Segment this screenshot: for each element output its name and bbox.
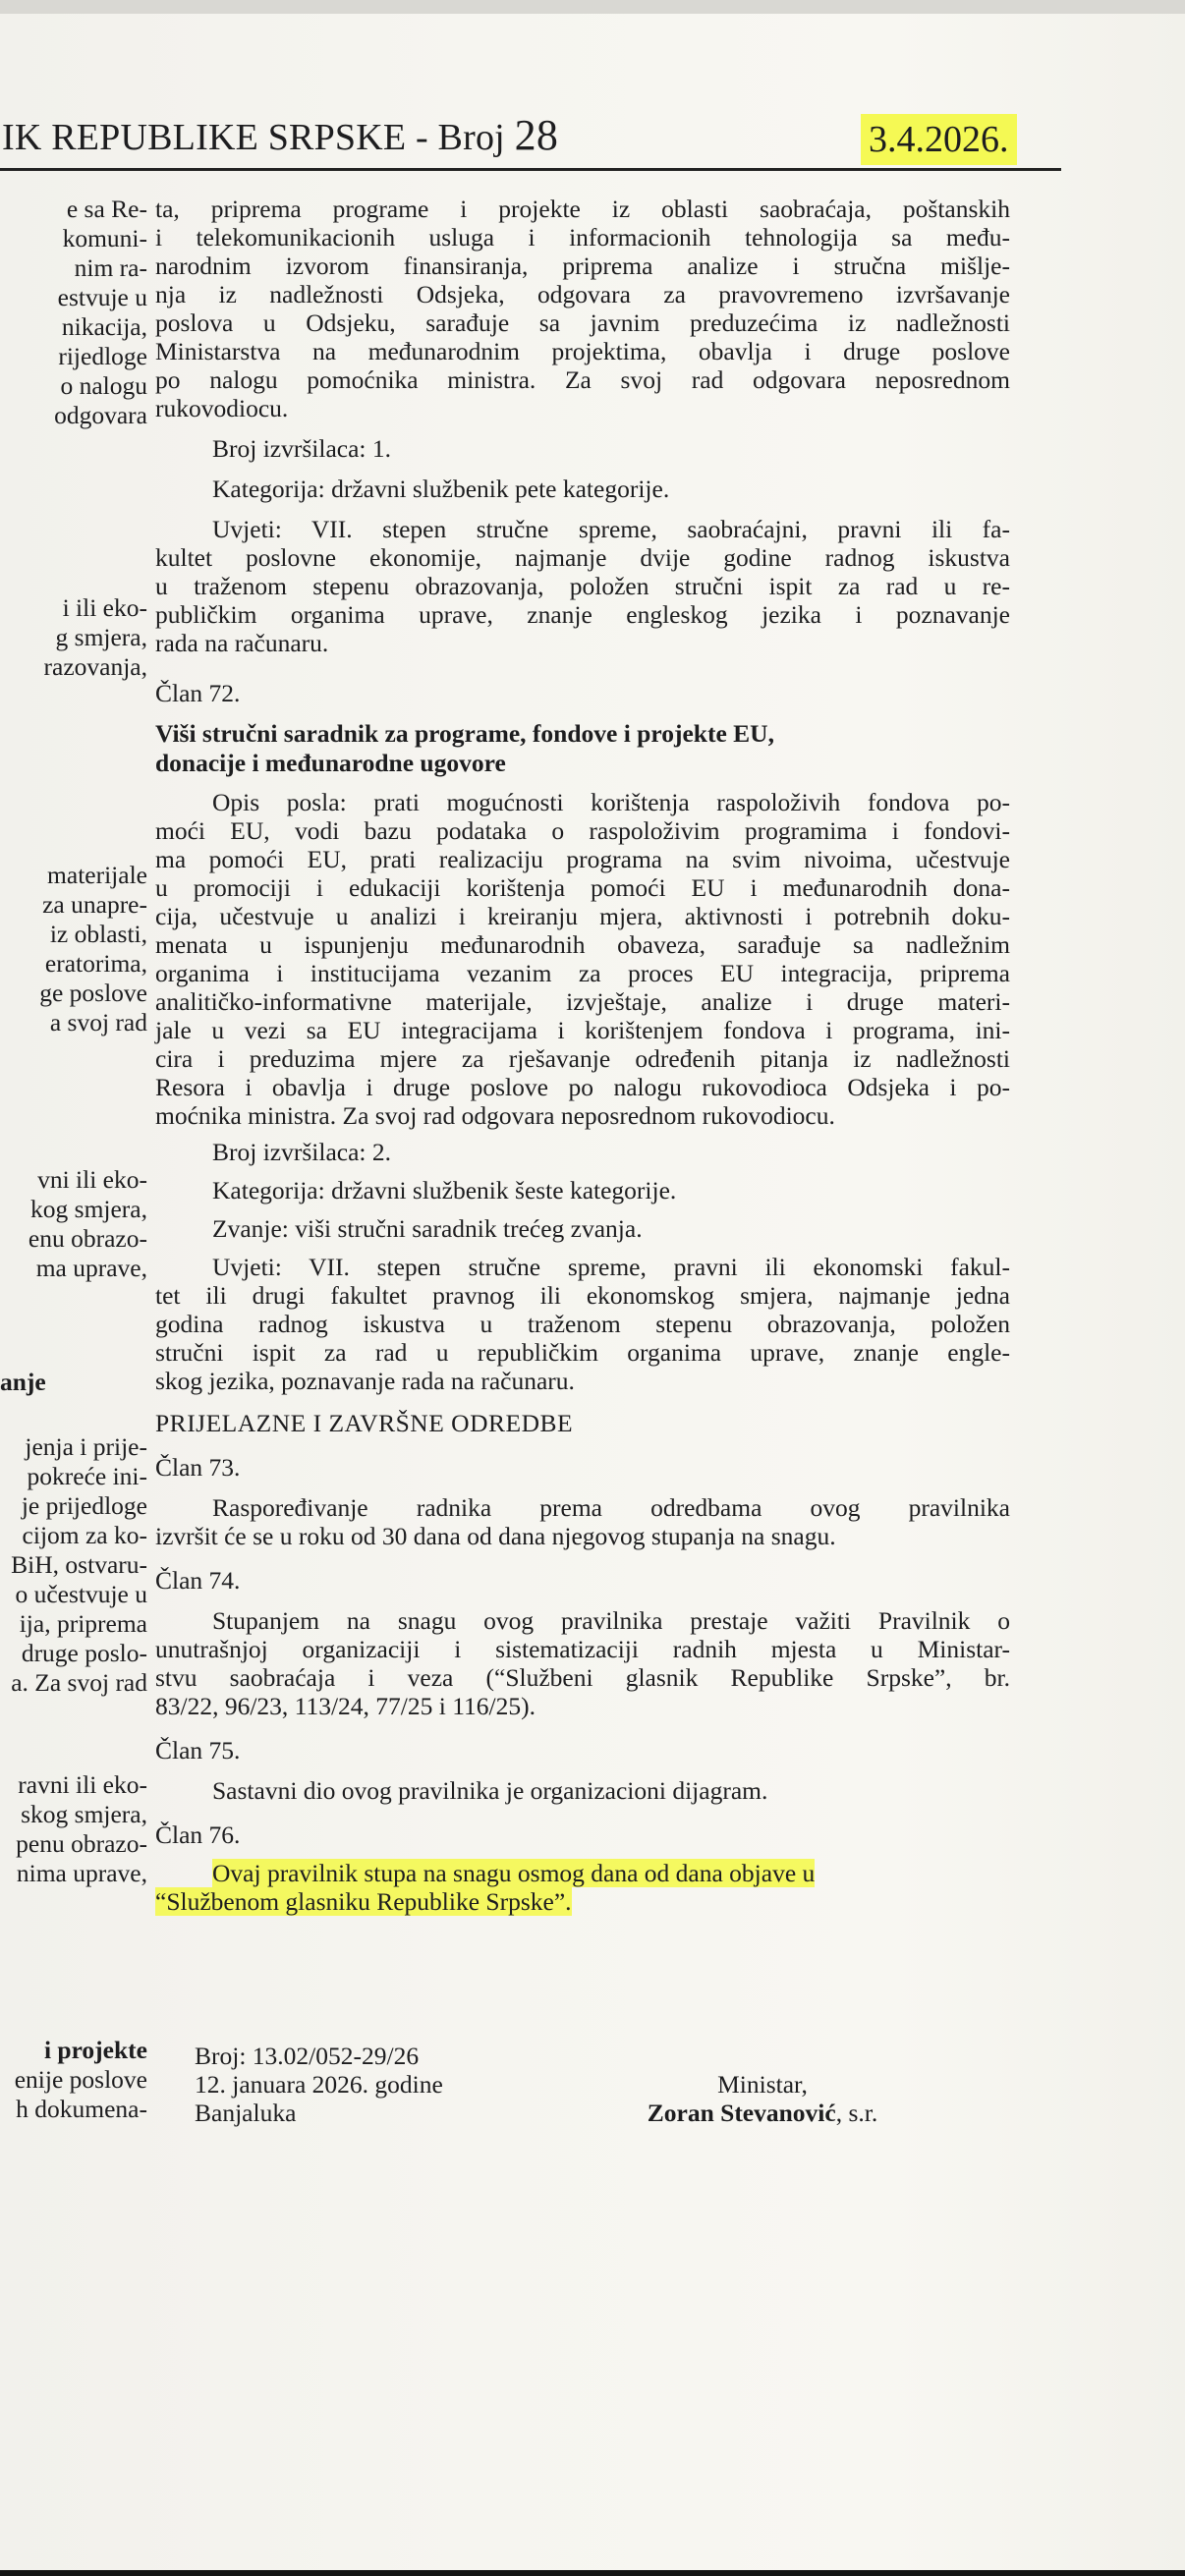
text-line: Raspoređivanje radnika prema odredbama ovog pravilnika xyxy=(212,1493,1010,1522)
left-column-fragment-6 xyxy=(0,1432,147,1698)
job-rank: Zvanje: viši stručni saradnik trećeg zvanja. xyxy=(212,1214,643,1243)
text-line: razovanja, xyxy=(43,652,147,681)
text-line: nima uprave, xyxy=(16,1859,147,1887)
highlighted-text: Ovaj pravilnik stupa na snagu osmog dana od dana objave u xyxy=(212,1859,816,1887)
employee-category: Kategorija: državni službenik šeste kategorije. xyxy=(212,1176,677,1204)
page-header xyxy=(0,110,1185,169)
highlighted-text: “Službenom glasniku Republike Srpske”. xyxy=(155,1887,572,1916)
document-date: 12. januara 2026. godine xyxy=(195,2070,443,2099)
text-line: ma uprave, xyxy=(35,1254,147,1282)
page-top-shadow xyxy=(0,0,1185,14)
left-column-fragment-8 xyxy=(0,2036,147,2124)
right-column xyxy=(155,195,1010,1916)
text-line: u promociji i edukaciji korištenja pomoći EU i međunarodnih dona- xyxy=(155,873,1010,902)
left-column-fragment-5 xyxy=(0,1368,147,1397)
article-title xyxy=(155,719,1010,778)
text-line: cija, učestvuje u analizi i kreiranju mjera, aktivnosti i potrebnih doku- xyxy=(155,902,1010,930)
left-column-fragment-1 xyxy=(0,195,147,430)
text-line: a. Za svoj rad xyxy=(11,1668,147,1697)
text-line: druge poslo- xyxy=(21,1639,147,1667)
document-number: Broj: 13.02/052-29/26 xyxy=(195,2042,420,2070)
left-column-fragment-3 xyxy=(0,861,147,1037)
text-line xyxy=(155,1859,1010,1887)
signature-block xyxy=(625,2070,900,2127)
left-column-fragment-2 xyxy=(0,593,147,682)
article-heading: Član 75. xyxy=(155,1736,241,1764)
left-column-fragment-7 xyxy=(0,1770,147,1888)
text-line: estvuje u xyxy=(57,283,147,311)
text-line: ravni ili eko- xyxy=(18,1770,147,1799)
text-line: penu obrazo- xyxy=(16,1829,147,1858)
text-line: stvu saobraćaja i veza (“Službeni glasnik Republike Srpske”, br. xyxy=(155,1663,1010,1692)
text-line: rukovodiocu. xyxy=(155,394,289,422)
text-line: o nalogu xyxy=(60,371,147,400)
executors-count: Broj izvršilaca: 1. xyxy=(212,434,391,463)
text-line: publičkim organima uprave, znanje engleskog jezika i poznavanje xyxy=(155,600,1010,629)
text-line: a svoj rad xyxy=(49,1008,147,1036)
text-line: organima i institucijama vezanim za proces EU integracija, priprema xyxy=(155,959,1010,987)
text-line: vni ili eko- xyxy=(37,1165,147,1194)
article-76-text xyxy=(155,1859,1010,1916)
text-line: ija, priprema xyxy=(19,1609,147,1638)
text-line: jale u vezi sa EU integracijama i korištenjem fondova i programa, ini- xyxy=(155,1016,1010,1044)
text-line: u traženom stepenu obrazovanja, položen stručni ispit za rad u re- xyxy=(155,572,1010,600)
header-rule xyxy=(0,168,1061,171)
text-line: menata u ispunjenju međunarodnih obaveza, sarađuje sa nadležnim xyxy=(155,930,1010,959)
text-line: skog jezika, poznavanje rada na računaru. xyxy=(155,1367,575,1395)
text-line xyxy=(155,1887,1010,1916)
text-line: g smjera, xyxy=(55,623,147,651)
text-line: moćnika ministra. Za svoj rad odgovara neposrednom rukovodiocu. xyxy=(155,1101,835,1130)
text-line: i telekomunikacionih usluga i informacionih tehnologija sa među- xyxy=(155,223,1010,252)
article-heading: Član 73. xyxy=(155,1453,241,1482)
executors-count: Broj izvršilaca: 2. xyxy=(212,1138,391,1166)
conditions xyxy=(155,1253,1010,1395)
text-line: nikacija, xyxy=(61,312,147,341)
text-line: izvršit će se u roku od 30 dana od dana njegovog stupanja na snagu. xyxy=(155,1522,836,1550)
text-line: rijedloge xyxy=(58,342,147,370)
publication-title xyxy=(2,110,558,163)
text-line: e sa Re- xyxy=(66,195,147,223)
article-75-text: Sastavni dio ovog pravilnika je organizacioni dijagram. xyxy=(212,1776,768,1805)
article-heading: Član 76. xyxy=(155,1820,241,1849)
employee-category: Kategorija: državni službenik pete kategorije. xyxy=(212,475,670,503)
article-71-description-end xyxy=(155,195,1010,422)
text-line: 83/22, 96/23, 113/24, 77/25 i 116/25). xyxy=(155,1692,536,1720)
publication-name: IK REPUBLIKE SRPSKE - Broj xyxy=(2,117,505,158)
text-line: i projekte xyxy=(43,2036,147,2064)
text-line: pokreće ini- xyxy=(27,1462,147,1490)
text-line: je prijedloge xyxy=(21,1491,147,1520)
text-line: o učestvuje u xyxy=(15,1580,147,1608)
text-line: kog smjera, xyxy=(30,1195,147,1223)
signatory-suffix: , s.r. xyxy=(835,2099,878,2127)
conditions xyxy=(155,515,1010,657)
text-line: BiH, ostvaru- xyxy=(11,1550,147,1579)
document-reference xyxy=(195,2042,443,2127)
text-line: nim ra- xyxy=(74,253,147,282)
text-line: materijale xyxy=(47,861,147,889)
left-column-fragment-4 xyxy=(0,1165,147,1283)
document-place: Banjaluka xyxy=(195,2099,297,2127)
text-line: Uvjeti: VII. stepen stručne spreme, pravni ili ekonomski fakul- xyxy=(212,1253,1010,1281)
text-line: h dokumena- xyxy=(16,2095,147,2123)
text-line: skog smjera, xyxy=(21,1800,147,1828)
section-heading: PRIJELAZNE I ZAVRŠNE ODREDBE xyxy=(155,1409,574,1437)
text-line: donacije i međunarodne ugovore xyxy=(155,749,506,777)
text-line: ge poslove xyxy=(39,979,147,1007)
issue-date: 3.4.2026. xyxy=(861,114,1017,165)
signatory-role: Ministar, xyxy=(717,2070,808,2099)
signatory-name: Zoran Stevanović xyxy=(647,2099,836,2127)
article-heading: Član 72. xyxy=(155,679,241,707)
text-line: nja iz nadležnosti Odsjeka, odgovara za pravovremeno izvršavanje xyxy=(155,280,1010,308)
text-line: moći EU, vodi bazu podataka o raspoloživim programima i fondovi- xyxy=(155,816,1010,845)
article-73-text xyxy=(155,1493,1010,1550)
text-line: cijom za ko- xyxy=(22,1521,147,1549)
text-line: enije poslove xyxy=(14,2065,147,2094)
article-74-text xyxy=(155,1606,1010,1720)
text-line: i ili eko- xyxy=(62,593,147,622)
text-line: tet ili drugi fakultet pravnog ili ekonomskog smjera, najmanje jedna xyxy=(155,1281,1010,1310)
text-line: cira i preduzima mjere za rješavanje određenih pitanja iz nadležnosti xyxy=(155,1044,1010,1073)
text-line: iz oblasti, xyxy=(49,920,147,948)
text-line: Opis posla: prati mogućnosti korištenja raspoloživih fondova po- xyxy=(212,788,1010,816)
text-line: Resora i obavlja i druge poslove po nalogu rukovodioca Odsjeka i po- xyxy=(155,1073,1010,1101)
text-line: eratorima, xyxy=(44,949,147,978)
text-line: kultet poslovne ekonomije, najmanje dvije godine radnog iskustva xyxy=(155,543,1010,572)
text-line: analitičko-informativne materijale, izvještaje, analize i druge materi- xyxy=(155,987,1010,1016)
text-line: stručni ispit za rad u republičkim organima uprave, znanje engle- xyxy=(155,1338,1010,1367)
text-line: poslova u Odsjeku, sarađuje sa javnim preduzećima iz nadležnosti xyxy=(155,308,1010,337)
text-line: anje xyxy=(0,1368,46,1396)
text-line: enu obrazo- xyxy=(28,1224,147,1253)
text-line: Ministarstva na međunarodnim projektima, obavlja i druge poslove xyxy=(155,337,1010,365)
text-line: odgovara xyxy=(54,401,147,429)
text-line: Stupanjem na snagu ovog pravilnika prestaje važiti Pravilnik o xyxy=(212,1606,1010,1635)
text-line: ma pomoći EU, prati realizaciju programa na svim nivoima, učestvuje xyxy=(155,845,1010,873)
text-line: rada na računaru. xyxy=(155,629,329,657)
text-line: komuni- xyxy=(62,224,147,252)
article-heading: Član 74. xyxy=(155,1566,241,1595)
text-line: za unapre- xyxy=(42,890,147,919)
text-line: Viši stručni saradnik za programe, fondove i projekte EU, xyxy=(155,719,774,748)
text-line: Uvjeti: VII. stepen stručne spreme, saobraćajni, pravni ili fa- xyxy=(212,515,1010,543)
job-description xyxy=(155,788,1010,1130)
text-line: unutrašnjoj organizaciji i sistematizaciji radnih mjesta u Ministar- xyxy=(155,1635,1010,1663)
text-line: ta, priprema programe i projekte iz oblasti saobraćaja, poštanskih xyxy=(155,195,1010,223)
issue-number: 28 xyxy=(514,111,559,159)
text-line: godina radnog iskustva u traženom stepenu obrazovanja, položen xyxy=(155,1310,1010,1338)
text-line: po nalogu pomoćnika ministra. Za svoj rad odgovara neposrednom xyxy=(155,365,1010,394)
text-line: jenja i prije- xyxy=(25,1432,147,1461)
signatory xyxy=(625,2099,900,2127)
text-line: narodnim izvorom finansiranja, priprema analize i stručna mišlje- xyxy=(155,252,1010,280)
